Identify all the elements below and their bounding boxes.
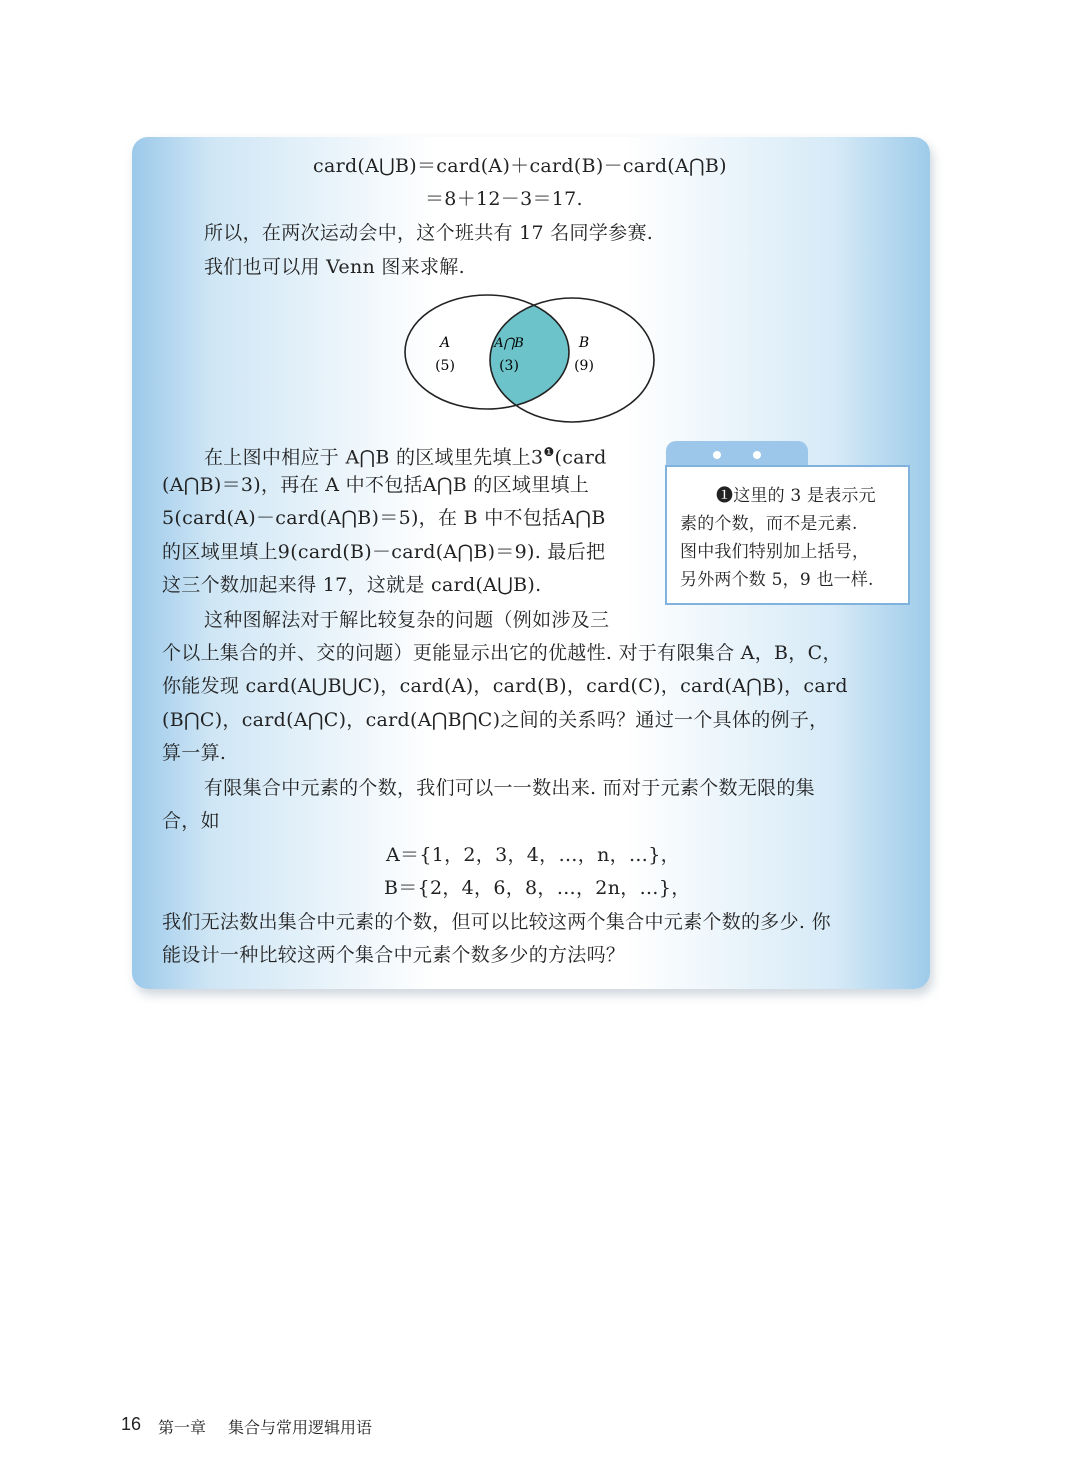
note-line-1: ❶这里的 3 是表示元 [716,486,876,506]
paragraph-2: 我们也可以用 Venn 图来求解. [204,256,465,278]
paragraph-4-line-4: (B⋂C)，card(A⋂C)，card(A⋂B⋂C)之间的关系吗？通过一个具体的例子， [162,709,829,731]
paragraph-5-line-1: 有限集合中元素的个数，我们可以一一数出来. 而对于元素个数无限的集 [204,777,815,799]
paragraph-3-line-5: 这三个数加起来得 17，这就是 card(A⋃B). [162,574,542,596]
note-dot [713,451,721,459]
venn-count-ab: (3) [499,358,519,374]
note-line-3: 图中我们特别加上括号， [680,542,870,562]
paragraph-4-line-2: 个以上集合的并、交的问题）更能显示出它的优越性. 对于有限集合 A，B，C， [162,642,842,664]
venn-diagram [400,290,660,430]
paragraph-3-line-1: 在上图中相应于 A⋂B 的区域里先填上$3^❶(card$ [204,445,607,469]
set-b-definition: B＝{2，4，6，8，…，2n，…}， [384,877,691,899]
venn-label-b: B [578,335,590,351]
paragraph-3-line-3: 5(card(A)－card(A⋂B)＝5)，在 B 中不包括A⋂B [162,507,606,529]
venn-count-b: (9) [574,358,594,374]
note-line-2: 素的个数，而不是元素. [680,514,858,534]
venn-count-a: (5) [435,358,455,374]
set-a-definition: A＝{1，2，3，4，…，n，…}， [386,844,680,866]
paragraph-4-line-3: 你能发现 card(A⋃B⋃C)，card(A)，card(B)，card(C)，card(A⋂B)，card [162,675,848,697]
paragraph-1: 所以，在两次运动会中，这个班共有 17 名同学参赛. [204,222,654,244]
formula-line-1: card(A⋃B)＝card(A)＋card(B)－card(A⋂B) [313,155,727,177]
paragraph-5-line-2: 合，如 [162,810,220,832]
venn-label-ab: A⋂B [494,336,524,351]
paragraph-3-line-2: (A⋂B)＝3)，再在 A 中不包括A⋂B 的区域里填上 [162,474,590,496]
footnote-marker: ❶ [543,445,555,459]
paragraph-6-line-2: 能设计一种比较这两个集合中元素个数多少的方法吗？ [162,944,626,966]
chapter-title: 集合与常用逻辑用语 [228,1418,373,1437]
note-line-4: 另外两个数 5，9 也一样. [680,570,874,590]
formula-line-2: ＝8＋12－3＝17. [425,188,583,210]
paragraph-4-line-1: 这种图解法对于解比较复杂的问题（例如涉及三 [204,609,610,631]
paragraph-3-line-4: 的区域里填上9(card(B)－card(A⋂B)＝9). 最后把 [162,541,606,563]
venn-label-a: A [439,335,451,351]
page-number: 16 [121,1414,142,1434]
chapter-label: 第一章 [158,1418,207,1437]
note-dot [753,451,761,459]
paragraph-4-line-5: 算一算. [162,742,227,764]
paragraph-6-line-1: 我们无法数出集合中元素的个数，但可以比较这两个集合中元素个数的多少. 你 [162,911,831,933]
